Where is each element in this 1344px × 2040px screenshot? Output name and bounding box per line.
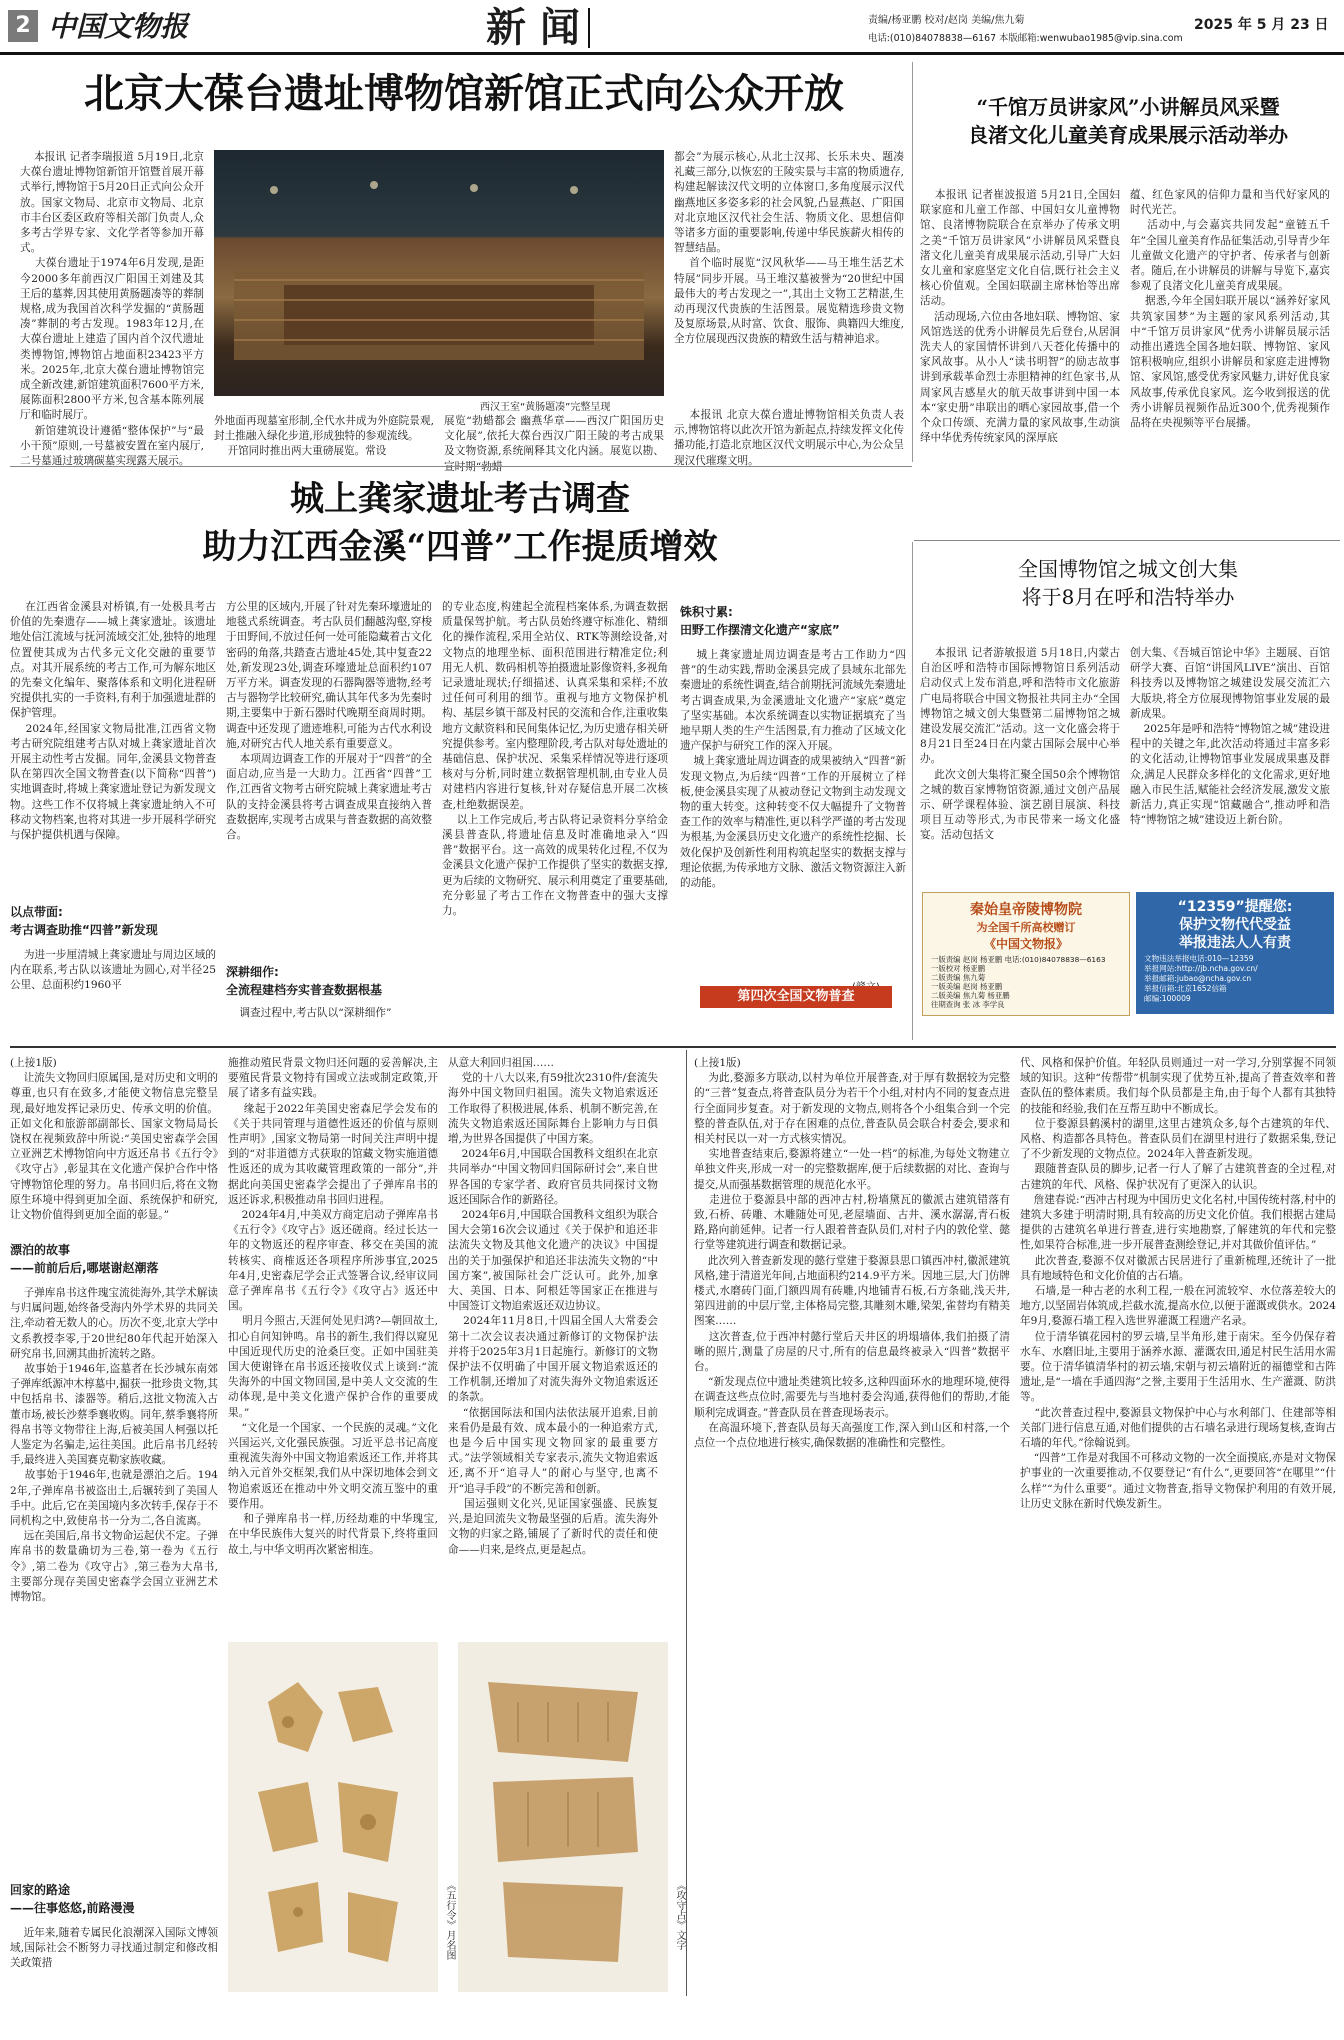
article1-photo-caption: 西汉王室“黄肠题凑”完整呈现 (480, 402, 611, 413)
article1-photo (214, 150, 664, 396)
ad-museum-line-0: 一版责编 赵岗 杨亚鹏 电话:(010)84078838—6163 (931, 955, 1106, 964)
article5-col2: 施推动殖民背景文物归还问题的妥善解决,主要殖民背景文物持有国或立法或制定政策,开展了诸多有益实践。 缘起于2022年美国史密森尼学会发布的《关于共同管理与道德性返还的价值与原则性声明》,国家文物局第一时间关注声明中提到的“对非道德方式获取的馆藏文物实施道德性返还的成为其收藏管理政策的一部分”,并据此向美国史密森学会提出了子弹库帛书的返还诉求,积极推动帛书回归进程。 2024年4月,中美双方商定启动子弹库帛书《五行令》《攻守占》返还磋商。经过长达一年的文物返还的程序审查、移交在美国的流转核实、商榷返还各项程序所涉事宜,2025年4月,史密森尼学会正式签署合议,经审议同意子弹库帛书《五行令》《攻守占》返还中国。 明月今照古,天涯何处见归鸿?—朝回故土,扣心自问知钟鸣。帛书的新生,我们得以窥见中国近现代历史的沧桑巨变。正如中国驻美国大使谢锋在帛书返还接收仪式上谈到:“流失海外的中国文物回国,是中美人文交流的生动体现,是中美文化遗产保护合作的重要成果。” “文化是一个国家、一个民族的灵魂。”文化兴国运兴,文化强民族强。习近平总书记高度重视流失海外中国文物追索返还工作,并将其纳入元首外交框架,我们从中深切地体会到文物追索返还在推动中外文明交流互鉴中的重要作用。 和子弹库帛书一样,历经劫难的中华瑰宝,在中华民族伟大复兴的时代背景下,终将重回故土,与中华文明再次紧密相连。 (228, 1057, 438, 1556)
census-banner: 第四次全国文物普查 (700, 986, 892, 1008)
article4-col1: 本报讯 记者游敏报道 5月18日,内蒙古自治区呼和浩特市国际博物馆日系列活动启动仪式上发布消息,呼和浩特市文化旅游广电局将联合中国文物报社共同主办“全国博物馆之城文创大集暨第二届博物馆之城建设发展交流汇”活动。这一文化盛会将于8月21日至24日在内蒙古国际会展中心举办。 此次文创大集将汇聚全国50余个博物馆之城的数百家博物馆资源,通过文创产品展示、研学课程体验、演艺剧目展演、科技项目互动等形式,为市民带来一场文化盛宴。活动包括文 (920, 647, 1120, 842)
article3-col2-sub1: 深耕细作: (226, 965, 279, 979)
scroll-right-art (458, 1642, 668, 1992)
article4-col2: 创大集、《吾城百馆论中华》主题展、百馆研学大赛、百馆“讲国风LIVE”演出、百馆科技秀以及博物馆之城建设发展交流汇六大版块,将全方位展现博物馆事业发展的最新成果。 2025年是呼和浩特“博物馆之城”建设进程中的关键之年,此次活动将通过丰富多彩的文化活动,让博物馆事业发展成果惠及群众,满足人民群众多样化的文化需求,更好地融入市民生活,赋能社会经济发展,激发文旅新活力,真正实现“馆藏融合”,推动呼和浩特“博物馆之城”建设迈上新台阶。 (1130, 647, 1330, 827)
masthead-divider (588, 8, 590, 48)
silk-scroll-left (228, 1642, 438, 1992)
page-number: 2 (15, 13, 31, 38)
paper-name: 中国文物报 (48, 10, 189, 43)
article3-col1-tail: 为进一步厘清城上龚家遗址与周边区域的内在联系,考古队以该遗址为圆心,对半径25公里、总面积约1960平 (10, 949, 216, 992)
article3-title-2: 助力江西金溪“四普”工作提质增效 (202, 527, 718, 567)
hotline-line3: 举报违法人人有责 (1179, 935, 1291, 951)
article3-col1-sub1: 以点带面: (10, 905, 63, 919)
ad-museum (922, 892, 1130, 1016)
hotline-detail-4: 邮编:100009 (1144, 994, 1191, 1003)
ad-museum-paper: 《中国文物报》 (983, 937, 1068, 951)
divider-a3 (912, 542, 913, 1040)
article2-col2: 蕴、红色家风的信仰力量和当代好家风的时代光芒。 活动中,与会嘉宾共同发起“童链五千年”全国儿童美育作品征集活动,引导青少年儿童做文化遗产的守护者、传承者与创新者。随后,在小讲解员的讲解与导览下,嘉宾参观了良渚文化儿童美育成果展。 据悉,今年全国妇联开展以“涵养好家风 共筑家国梦”为主题的家风系列活动,其中“千馆万员讲家风”优秀小讲解员展示活动推出遴选全国各地妇联、博物馆、家风馆积极响应,组织小讲解员和家庭走进博物馆、家风馆,感受优秀家风魅力,讲好优良家风故事,传承优良家风。迄今收到报送的优秀小讲解员视频作品近300个,优秀视频作品将在央视频等平台展播。 (1130, 189, 1330, 430)
ad-museum-subtitle: 为全国千所高校赠订 (976, 921, 1076, 934)
article5-col1-sub1: 漂泊的故事 (10, 1243, 71, 1257)
ad-museum-line-3: 一版美编 赵岗 杨亚鹏 (931, 982, 1003, 991)
scroll-left-caption: 《五行令》月名图 (444, 1880, 455, 1960)
article3-col3: 的专业态度,构建起全流程档案体系,为调查数据质量保驾护航。考古队员始终遵守标准化、精细化的操作流程,采用全站仪、RTK等测绘设备,对文物点的地理坐标、面积范围进行精准定位;利用无人机、数码相机等拍摄遗址影像资料,多视角记录遗址现状;仔细描述、认真采集和采样;不放过任何可利用的细节。重视与地方文物保护机构、基层乡镇干部及村民的交流和合作,注重收集地方文献资料和民间集体记忆,为历史遗存相关研究提供参考。室内整理阶段,考古队对每处遗址的基础信息、保护状况、采集采样情况等进行逐项核对与分析,同时建立数据管理机制,由专业人员对建档内容进行复核,针对存疑信息开展二次核查,杜绝数据误差。 以上工作完成后,考古队将记录资料分享给金溪县普查队,将遗址信息及时准确地录入“四普”数据平台。这一高效的成果转化过程,不仅为金溪县文化遗产保护工作提供了坚实的数据支撑,更为后续的文物研究、展示利用奠定了重要基础,充分彰显了考古工作在文物普查中的强大支撑力。 (442, 601, 668, 918)
article5-col1-c: 近年来,随着专属民化浪潮深入国际文博领域,国际社会不断努力寻找通过制定和修改相关政策措 (10, 1927, 218, 1970)
article2-title-1: “千馆万员讲家风”小讲解员风采暨 (976, 95, 1280, 119)
ad-museum-title: 秦始皇帝陵博物院 (970, 902, 1082, 918)
contact-phone: 电话:(010)84078838—6167 本版邮箱:wenwubao1985@vip.sina.com (868, 33, 1183, 44)
article1-col1: 本报讯 记者李瑞报道 5月19日,北京大葆台遗址博物馆新馆开馆暨首展开幕式举行,博物馆于5月20日正式向公众开放。国家文物局、北京市文物局、北京市丰台区委区政府等相关部门负责人,众多考古学界专家、文化学者等参加开幕式。 大葆台遗址于1974年6月发现,是距今2000多年前西汉广阳国王刘建及其王后的墓葬,因其使用黄肠题凑等的葬制规格,成为我国首次科学发掘的“黄肠题凑”葬制的考古发现。1983年12月,在大葆台遗址上建造了国内首个汉代遗址类博物馆,博物馆占地面积23423平方米。2025年,北京大葆台遗址博物馆完成全新改建,新馆建筑面积7600平方米,展陈面积2800平方米,包含基本陈列展厅和临时展厅。 新馆建筑设计遵循“整体保护”与“最小干预”原则,一号墓被安置在室内展厅,二号墓通过玻璃碳墓实现露天展示。 (20, 151, 204, 468)
hotline-line1: “12359”提醒您: (1177, 899, 1293, 915)
article1-title: 北京大葆台遗址博物馆新馆正式向公众开放 (84, 70, 844, 117)
article3-col1: 在江西省金溪县对桥镇,有一处极具考古价值的先秦遗存——城上龚家遗址。该遗址地处信江流域与抚河流域交汇处,独特的地理位置使其成为古代多元文化交融的重要节点。对其开展系统的考古工作,可为解东地区的先秦文化编年、聚落体系和文明化进程研究提供扎实的一手资料,有利于加强遗址群的保护管理。 2024年,经国家文物局批准,江西省文物考古研究院组建考古队对城上龚家遗址首次开展主动性考古发掘。同年,金溪县文物普查队在第四次全国文物普查(以下简称“四普”)实地调查时,将城上龚家遗址登记为新发现文物。这些工作不仅将城上龚家遗址纳入不可移动文物档案,也将对其进一步开展科学研究与保护提供机遇与保障。 (10, 601, 216, 842)
article5-col1-b: 子弹库帛书这件瑰宝流徙海外,其学术解读与归属问题,始终备受海内外学术界的共同关注,牵动着无数人的心。历次不变,北京大学中文系教授李零,于20世纪80年代起开始深入研究帛书,回溯其曲折流转之路。 故事始于1946年,盗墓者在长沙城东南郊子弹库纸源冲木椁墓中,掘获一批珍贵文物,其中包括帛书、漆器等。稍后,这批文物流入古董市场,被长沙蔡季襄收购。同年,蔡季襄将所得帛书等文物带往上海,后被美国人柯强以托人鉴定为名骗走,运往美国。此后帛书几经转手,最终进入美国赛克勒家族收藏。 故事始于1946年,也就是漂泊之后。1942年,子弹库帛书被盗出土,后辗转到了美国人手中。此后,它在美国境内多次转手,保存于不同机构之中,致使帛书一分为二,各自流离。 远在美国后,帛书文物命运起伏不定。子弹库帛书的数量确切为三卷,第一卷为《五行令》,第二卷为《攻守占》,第三卷为大帛书,主要部分现存美国史密森学会国立亚洲艺术博物馆。 (10, 1287, 219, 1604)
article3-col1-sub2: 考古调查助推“四普”新发现 (10, 923, 158, 937)
hotline-detail-2: 举报邮箱:jubao@ncha.gov.cn (1144, 974, 1252, 983)
divider-a1 (912, 62, 913, 462)
ad-museum-line-1: 一版校对 杨亚鹏 (931, 964, 986, 973)
divider-a1-bottom (10, 466, 912, 467)
ad-museum-line-4: 二版美编 焦九菊 杨亚鹏 (931, 991, 1010, 1000)
article5-col1-sub3: 回家的路途 (10, 1883, 71, 1897)
divider-lower-mid (686, 1050, 687, 1996)
article3-col2-sub2: 全流程建档夯实普查数据根基 (226, 983, 383, 997)
hotline-detail-1: 举报网站:http://jb.ncha.gov.cn/ (1144, 964, 1258, 973)
masthead-rule (0, 52, 1344, 55)
article1-col5: 展览“勃蜡都会 幽燕华章——西汉广阳国历史文化展”,依托大葆台西汉广阳王陵的考古成果及文物资源,系统阐释其文化内涵。展览以勘、宣时期“勃蜡 (444, 415, 664, 473)
article1-col2: 都会”为展示核心,从北土汉邦、长乐未央、题凑礼藏三部分,以恢宏的王陵实景与丰富的物质遗存,构建起解读汉代文明的立体窗口,多角度展示汉代幽燕地区多姿多彩的社会风貌,凸显燕赵、广阳国对北京地区汉代社会生活、物质文化、思想信仰等诸多方面的重要影响,传递中华民族薪火相传的智慧结晶。 首个临时展览“汉风秋华——马王堆生活艺术特展”同步开展。马王堆汉墓被誉为“20世纪中国最伟大的考古发现之一”,其出土文物工艺精湛,生动再现汉代贵族的生活图景。展览精选珍贵文物及复原场景,从时富、饮食、服饰、典籍四大维度,全方位展现西汉贵族的精致生活与精神追求。 (674, 151, 904, 346)
ad-museum-line-5: 往期查询 张 冰 李学良 (931, 1000, 1005, 1009)
article3-title-1: 城上龚家遗址考古调查 (290, 479, 630, 519)
tomb-photo-art (214, 150, 664, 396)
article1-col3: 本报讯 北京大葆台遗址博物馆相关负责人表示,博物馆将以此次开馆为新起点,持续发挥文化传播功能,打造北京地区汉代文明展示中心,为公众呈现汉代璀璨文明。 (674, 409, 904, 467)
article5-col1: (上接1版) 让流失文物回归原属国,是对历史和文明的尊重,也只有在致多,才能使文物信息完整呈现,最好地发挥记录历史、传承文明的价值。正如文化和旅游部副部长、国家文物局局长饶权在视频致辞中所说:“美国史密森学会国立亚洲艺术博物馆向中方返还帛书《五行令》《攻守占》,彰显其在文化遗产保护合作中恪守博物馆伦理的努力。帛书回归后,将在文物原生环境中得到更加全面、系统保护和研究,让文物价值得到更加全面的彰显。” (10, 1057, 218, 1222)
divider-a2 (914, 540, 1340, 541)
article5-col1-sub4: ——往事悠悠,前路漫漫 (10, 1901, 135, 1915)
scroll-left-art (228, 1642, 438, 1992)
article2-title-2: 良渚文化儿童美育成果展示活动举办 (968, 123, 1288, 147)
article3-col2: 方公里的区域内,开展了针对先秦环壕遗址的地毯式系统调查。考古队员们翻越沟壑,穿梭于田野间,不放过任何一处可能隐藏着古文化密码的角落,共踏查古遗址45处,其中复查22处,新发现23处,调查环壕遗址总面积约107万平方米。调查发现的石器陶器等遗物,经考古与器物学比较研究,确认其年代多为先秦时期,主要集中于新石器时代晚期至商周时期。调查中还发现了遗迹堆积,可能为古代水利设施,对研究古代人地关系有重要意义。 本项周边调查工作的开展对于“四普”的全面启动,应当是一大助力。江西省“四普”工作,江西省文物考古研究院城上龚家遗址考古队的支持金溪县将考古调查成果直接纳入普查数据库,实现考古成果与普查数据的高效整合。 (226, 601, 432, 842)
ad-hotline (1136, 892, 1334, 1014)
divider-lower (10, 1046, 1336, 1048)
article5-col1-sub2: ——前前后后,哪堪谢赵潮落 (10, 1261, 159, 1275)
article5-col3: 从意大利回归祖国…… 党的十八大以来,有59批次2310件/套流失海外中国文物回归祖国。流失文物追索返还工作取得了积极进展,体系、机制不断完善,在流失文物追索返还国际舞台上影响力与日俱增,为世界各国提供了中国方案。 2024年6月,中国联合国教科文组织在北京共同举办“中国文物回归国际研讨会”,来自世界各国的专家学者、政府官员共同探讨文物返还国际合作的新路径。 2024年6月,中国联合国教科文组织为联合国大会第16次会议通过《关于保护和追还非法流失文物及其他文化遗产的决议》中国提出的关于加强保护和追还非法流失文物的“中国方案”,被国际社会广泛认可。此外,加拿大、美国、日本、阿根廷等国家正在推进与中国签订文物追索返还双边协议。 2024年11月8日,十四届全国人大常委会第十二次会议表决通过新修订的文物保护法并将于2025年3月1日起施行。新修订的文物保护法不仅明确了中国开展文物追索返还的工作机制,还增加了对流失海外文物追索返还的条款。 “依据国际法和国内法依法展开追索,目前来看仍是最有效、成本最小的一种追索方式,也是今后中国实现文物回家的最重要方式。”法学领域相关专家表示,流失文物追索返还,离不开“追寻人”的耐心与坚守,也离不开“追寻手段”的不断完善和创新。 国运强则文化兴,见证国家强盛、民族复兴,是迫回流失文物最坚强的后盾。流失海外文物的归家之路,铺展了了新时代的责任和使命——归来,是终点,更是起点。 (448, 1057, 658, 1556)
article2-col1: 本报讯 记者崔波报道 5月21日,全国妇联家庭和儿童工作部、中国妇女儿童博物馆、良渚博物院联合在京举办了传承文明之美“千馆万员讲家风”小讲解员风采暨良渚文化儿童美育成果展示活动,引导广大妇女儿童和家庭坚定文化自信,既行社会主义核心价值观。全国妇联副主席林怡等出席活动。 活动现场,六位由各地妇联、博物馆、家风馆选送的优秀小讲解员先后登台,从居洞洗夫人的家国情怀讲到八天苍化传播中的家风故事。从小人“读书明智”的励志故事讲到承载革命烈士赤胆精神的红色家书,从周家风吉感星火的航天故事讲到中国一本本“家史册”串联出的晒心家园故事,借一个个众口传颂、充满力量的家风故事,生动演绎中华优秀传统家风的深厚底 (920, 189, 1120, 445)
hotline-line2: 保护文物代代受益 (1179, 917, 1291, 933)
issue-date: 2025 年 5 月 23 日 (1194, 17, 1329, 33)
section-title: 新 闻 (486, 4, 580, 51)
ad-museum-line-2: 二版责编 焦九菊 (931, 973, 986, 982)
hotline-detail-3: 举报信箱:北京1652信箱 (1144, 984, 1227, 993)
article5-col5: 代、风格和保护价值。年轻队员则通过一对一学习,分别掌握不同领域的知识。这种“传帮带”机制实现了优势互补,提高了普查效率和普查队伍的整体素质。我们每个队员都是主角,由于每个人都有其独特的技能和经验,我们在互帮互助中不断成长。 位于婺源县鹤溪村的湖里,这里古建筑众多,每个古建筑的年代、风格、构造都各具特色。普查队员们在湖里村进行了数据采集,登记了不少新发现的文物点位。2024年入普查新发现。 跟随普查队员的脚步,记者一行人了解了古建筑普查的全过程,对古建筑的年代、风格、保护状况有了更深入的认识。 詹建春说:“西冲古村现为中国历史文化名村,中国传统村落,村中的建筑大多建于明清时期,具有较高的历史文化价值。我们根据古建局提供的古建筑名单进行普查,进行实地勘察,了解建筑的年代和完整性,如果符合标准,进一步开展普查测绘登记,并对其做价值评估。” 此次普查,婺源不仅对徽派古民居进行了重新梳理,还统计了一批具有地域特色和文化价值的古石墙。 石墙,是一种古老的水利工程,一般在河流较窄、水位落差较大的地方,以坚固岩体筑成,拦截水流,提高水位,以便于灌溉或供水。2024年9月,婺源石墙工程入选世界灌溉工程遗产名录。 位于清华镇花园村的罗云墙,呈半角形,建于南宋。至今仍保存着水车、水磨旧址,主要用于涵养水源、灌溉农田,通足村民生活用水需要。位于清华镇清华村的初云墙,宋朝与初云墙附近的福德堂和古阵遗址,是“一墙在手通四海”之誉,主要用于生活用水、生产灌溉、防洪等。 “此次普查过程中,婺源县文物保护中心与水利部门、住建部等相关部门进行信息互通,对他们提供的古石墙名录进行现场复核,查询古石墙的年代。”徐翰说到。 “四普”工作是对我国不可移动文物的一次全面摸底,亦是对文物保护事业的一次重要推动,不仅要登记“有什么”,更要回答“在哪里”“什么样”“为什么重要”。通过文物普查,指导文物保护利用的有效开展,让历史文脉在新时代焕发新生。 (1020, 1057, 1336, 1510)
article1-col4: 外地面再现墓室形制,全代水井成为外庭院景观,封土推融入绿化步道,形成独特的参观流线。 开馆同时推出两大重磅展览。常设 (214, 415, 434, 458)
article3-col2-tail: 调查过程中,考古队以“深耕细作” (226, 1007, 392, 1019)
scroll-right-caption: 《攻守占》文字 (674, 1880, 685, 1950)
article4-title-1: 全国博物馆之城文创大集 (1018, 557, 1238, 581)
article3-col4-sub2: 田野工作摆清文化遗产“家底” (680, 623, 840, 637)
article3-col4-sub1: 铢积寸累: (680, 605, 733, 619)
hotline-detail-0: 文物违法举报电话:010—12359 (1144, 954, 1254, 963)
editors: 责编/杨亚鹏 校对/赵岗 美编/焦九菊 (868, 15, 1025, 26)
article5-col4: (上接1版) 为此,婺源多方联动,以村为单位开展普查,对于厚有数据较为完整的“三普”复查点,将普查队员分为若干个小组,对村内不同的复查点进行全面同步复查。对于新发现的文物点,则将各个小组集合到一个完整的普查队伍,对于存在困难的点位,普查队员会联合村委会,要求和相关村民以一对一方式核实情况。 实地普查结束后,婺源将建立“一处一档”的标准,为每处文物建立单独文件夹,形成一对一的完整数据库,便于后续数据的对比、查询与提交,从而强基数据管理的规范化水平。 走进位于婺源县中部的西冲古村,粉墙黛瓦的徽派古建筑错落有致,石桥、砖雕、木雕随处可见,老屋墙面、古井、溪水潺潺,青石板路,路向前延伸。记者一行人跟着普查队员们,对村子内的敦伦堂、懿行堂等建筑进行调查和数据记录。 此次列入普查新发现的懿行堂建于婺源县思口镇西冲村,徽派建筑风格,建于清道光年间,占地面积约214.9平方米。因地三层,大门仿牌楼式,水磨砖门面,门额四周有砖雕,内地铺青石板,石方条础,浅天井,第四进前的中层厅堂,主体格局完整,其雕刻木雕,梁架,雀替均有精美图案…… 这次普查,位于西冲村懿行堂后天井区的坍塌墙体,我们拍摄了清晰的照片,测量了房屋的尺寸,所有的信息最终被录入“四普”数据平台。 “新发现点位中遗址类建筑比较多,这种四面环水的地理环境,使得在调查这些点位时,需要先与当地村委会沟通,获得他们的帮助,才能顺利完成调查。”普查队员在普查现场表示。 在高温环境下,普查队员每天高强度工作,深入到山区和村落,一个点位一个点位地进行核实,确保数据的准确性和完整性。 (694, 1057, 1010, 1450)
article3-col4: 城上龚家遗址周边调查是考古工作助力“四普”的生动实践,帮助金溪县完成了县域东北部先秦遗址的系统性调查,结合前期抚河流域先秦遗址考古调查成果,为金溪遗址文化遗产“家底”奠定了坚实基础。本次系统调查以实物证据填充了当地早期人类的生产生活图景,有力推动了区域文化遗产保护与研究工作的深入开展。 城上龚家遗址周边调查的成果被纳入“四普”新发现文物点,为后续“四普”工作的开展树立了样板,使金溪县实现了从被动登记文物到主动发现文物的重大转变。这种转变不仅大幅提升了文物普查工作的效率与精准性,更以科学严谨的考古发现为根基,为金溪县历史文化遗产的系统性挖掘、长效化保护及创新性利用构筑起坚实的数据支撑与理论依据,为传承地方文脉、激活文物资源注入新的动能。 (680, 649, 906, 890)
silk-scroll-right (458, 1642, 668, 1992)
article4-title-2: 将于8月在呼和浩特举办 (1021, 585, 1235, 609)
